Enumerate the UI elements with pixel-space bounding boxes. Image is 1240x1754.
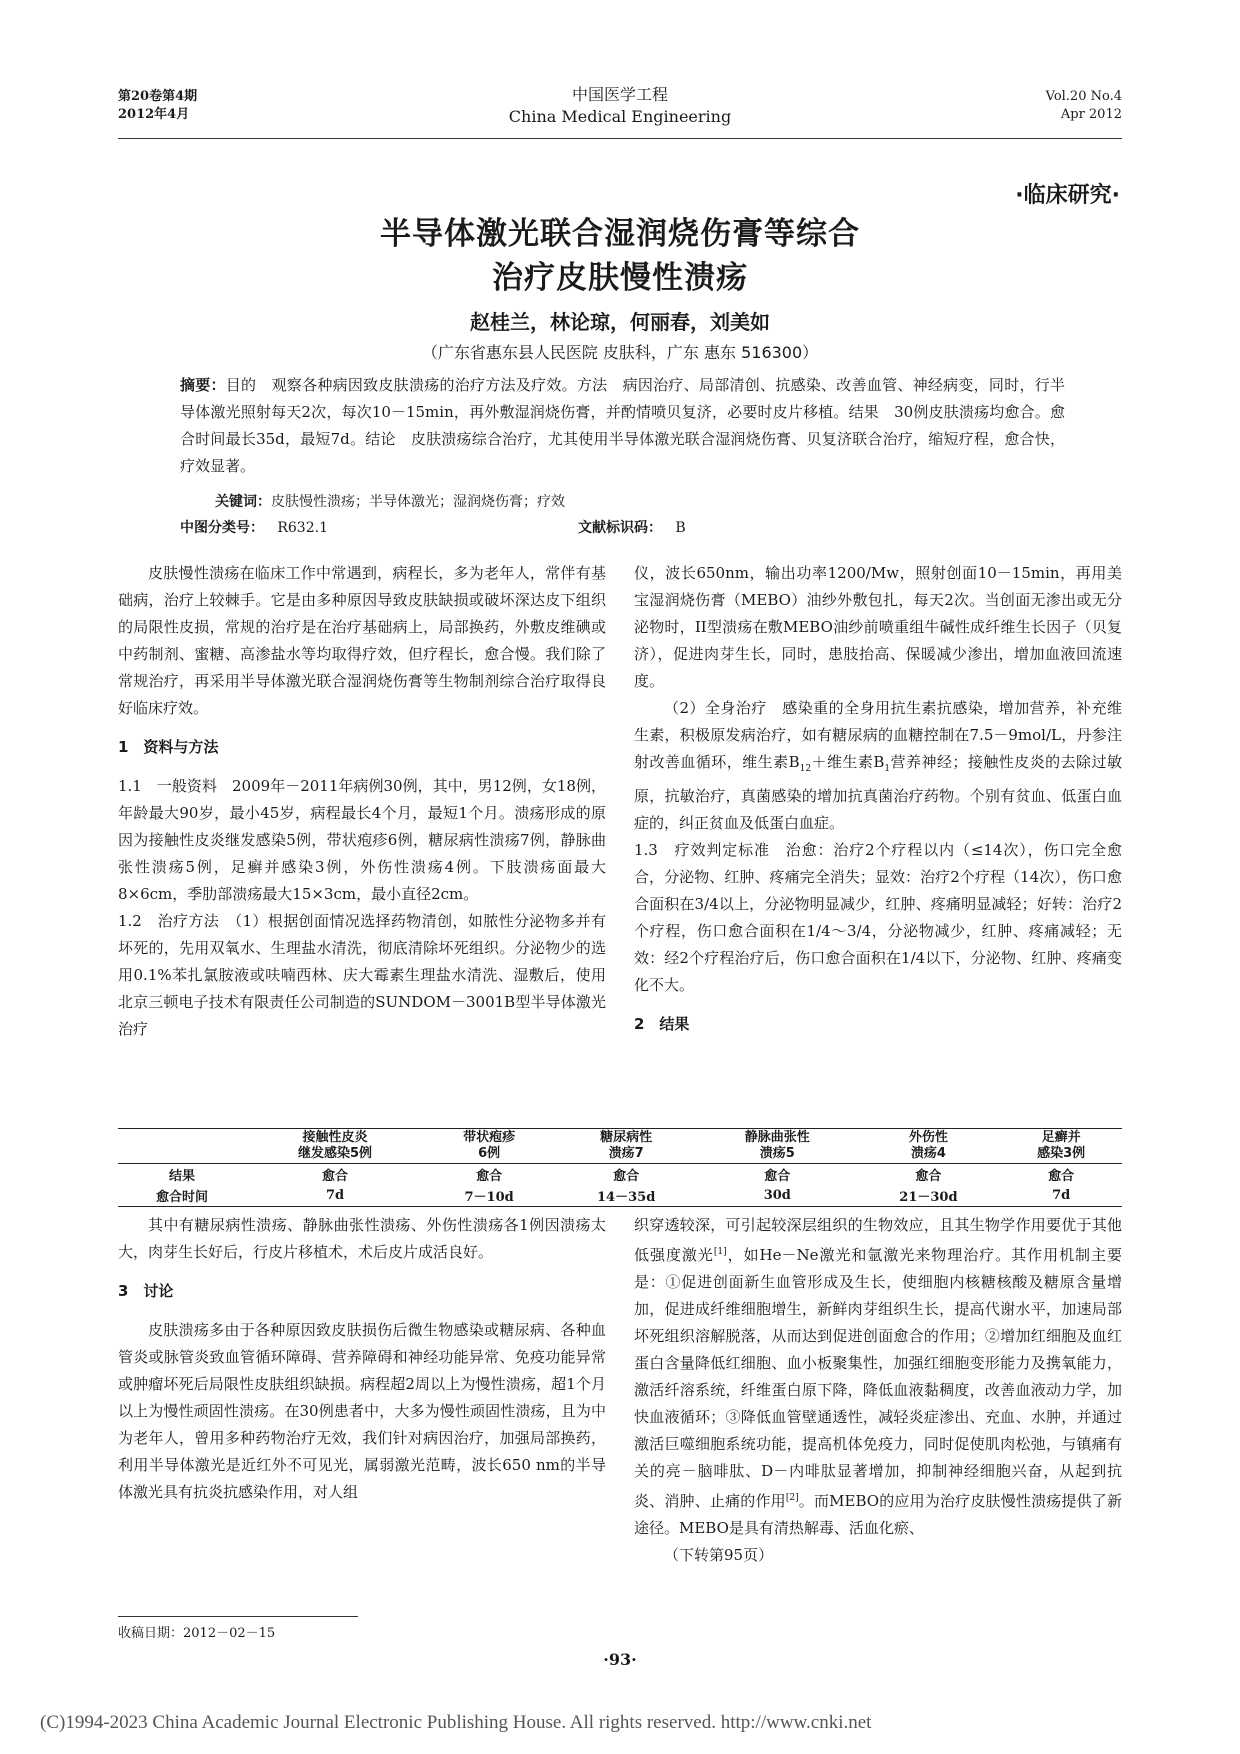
table-cell: 愈合 — [613, 1169, 640, 1184]
body-column-left-bottom — [118, 1212, 606, 1506]
authors: 赵桂兰，林论琼，何丽春，刘美如 — [470, 310, 770, 334]
row-label: 愈合时间 — [155, 1190, 208, 1205]
paragraph-efficacy-criteria: 1.3 疗效判定标准 治愈：治疗2个疗程以内（≤14次），伤口完全愈合，分泌物、红肿、疼痛完全消失；显效：治疗2个疗程（14次），伤口愈合面积在3/4以上，分泌物明显减少，红肿、疼痛明显减轻；好转：治疗2个疗程，伤口愈合面积在1/4～3/4，分泌物减少，红肿、疼痛减轻；无效：经2个疗程治疗后，伤口愈合面积在1/4以下，分泌物、红肿、疼痛变化不大。 — [634, 841, 1122, 994]
keywords — [215, 490, 1065, 514]
section-label: ·临床研究· — [1015, 183, 1120, 208]
date-en: Apr 2012 — [1060, 107, 1122, 122]
paragraph-laser-continued: 仪，波长650nm，输出功率1200/Mw，照射创面10－15min，再用美宝湿润烧伤膏（MEBO）油纱外敷包扎，每天2次。当创面无渗出或无分泌物时，II型溃疡在敷MEBO油纱前喷重组牛碱性成纤维生长因子（贝复济），促进肉芽生长，同时，患肢抬高、保暖减少渗出，增加血液回流速度。 — [634, 564, 1122, 690]
clc-value: R632.1 — [277, 520, 328, 536]
table-cell: 愈合 — [322, 1169, 349, 1184]
date-cn: 2012年4月 — [118, 107, 190, 122]
paragraph-skin-graft: 其中有糖尿病性溃疡、静脉曲张性溃疡、外伤性溃疡各1例因溃疡太大，肉芽生长好后，行皮片移植术，术后皮片成活良好。 — [118, 1216, 606, 1261]
keywords-text: 皮肤慢性溃疡；半导体激光；湿润烧伤膏；疗效 — [271, 494, 565, 510]
header-line: 继发感染5例 — [297, 1146, 373, 1161]
mechanism-text-c: 。而MEBO的应用为治疗皮肤慢性溃疡提供了新途径。MEBO是具有清热解毒、活血化瘀、 — [634, 1492, 1122, 1537]
table-cell: 30d — [763, 1188, 791, 1203]
header-line: 外伤性 — [908, 1130, 948, 1145]
systemic-text-a: （2）全身治疗 感染重的全身用抗生素抗感染，增加营养，补充维生素，积极原发病治疗，如有糖尿病的血糖控制在7.5－9mol/L，丹参注射改善血循环，维生素B — [634, 699, 1122, 771]
citation-2: [2] — [785, 1493, 799, 1503]
footnote-rule — [118, 1616, 358, 1617]
table-cell: 7－10d — [464, 1190, 514, 1205]
continued-note: （下转第95页） — [664, 1546, 774, 1564]
header-line: 糖尿病性 — [600, 1130, 653, 1145]
volume-issue-cn: 第20卷第4期 — [118, 89, 198, 104]
heading-discussion: 3 讨论 — [118, 1282, 174, 1300]
keywords-label: 关键词： — [215, 494, 271, 510]
heading-results: 2 结果 — [634, 1015, 690, 1033]
paragraph-discussion: 皮肤溃疡多由于各种原因致皮肤损伤后微生物感染或糖尿病、各种血管炎或脉管炎致血管循环障碍、营养障碍和神经功能异常、免疫功能异常或肿瘤坏死后局限性皮肤组织缺损。病程超2周以上为慢性溃疡，超1个月以上为慢性顽固性溃疡。在30例患者中，大多为慢性顽固性溃疡，且为中为老年人，曾用多种药物治疗无效，我们针对病因治疗，加强局部换药，利用半导体激光是近红外不可见光，属弱激光范畴，波长650 nm的半导体激光具有抗炎抗感染作用，对人组 — [118, 1321, 606, 1501]
table-cell: 7d — [1052, 1188, 1071, 1203]
article-title — [240, 212, 1000, 300]
journal-name-cn: 中国医学工程 — [571, 85, 668, 104]
table-row — [118, 1185, 1122, 1207]
citation-1: [1] — [713, 1247, 727, 1257]
subscript-12: 12 — [799, 764, 812, 774]
abstract — [180, 372, 1065, 480]
table-row — [118, 1164, 1122, 1186]
header-line: 6例 — [478, 1146, 501, 1161]
row-label: 结果 — [168, 1169, 195, 1184]
volume-issue-en: Vol.20 No.4 — [1045, 89, 1122, 104]
journal-volume-issue — [118, 88, 197, 124]
paragraph-systemic-treatment — [634, 695, 1122, 837]
received-date: 收稿日期：2012－02－15 — [118, 1626, 276, 1641]
table-header-row — [118, 1129, 1122, 1164]
header-line: 静脉曲张性 — [744, 1130, 810, 1145]
header-line: 溃疡5 — [759, 1146, 795, 1161]
table-cell: 14－35d — [597, 1190, 656, 1205]
doc-code-label: 文献标识码： — [577, 520, 662, 536]
body-column-right-bottom — [634, 1212, 1122, 1569]
systemic-text-c: 营养神经；接触性皮炎的去除过敏原，抗敏治疗，真菌感染的增加抗真菌治疗药物。个别有贫血、低蛋白血症的，纠正贫血及低蛋白血症。 — [634, 753, 1122, 832]
classification — [180, 516, 1030, 540]
table-header-cell — [698, 1129, 856, 1164]
paragraph-mechanism — [634, 1212, 1122, 1542]
abstract-label: 摘要： — [180, 376, 226, 394]
affiliation: （广东省惠东县人民医院 皮肤科，广东 惠东 516300） — [421, 343, 819, 362]
systemic-text-b: ＋维生素B — [811, 753, 885, 771]
body-column-right-top — [634, 560, 1122, 1050]
table-cell: 愈合 — [915, 1169, 942, 1184]
table-cell: 愈合 — [476, 1169, 503, 1184]
table-cell: 21－30d — [899, 1190, 958, 1205]
table-cell: 7d — [325, 1188, 345, 1203]
table-header-cell — [554, 1129, 698, 1164]
journal-name-en: China Medical Engineering — [508, 107, 732, 126]
mechanism-text-b: ，如He－Ne激光和氩激光来物理治疗。其作用机制主要是：①促进创面新生血管形成及生长，使细胞内核糖核酸及糖原含量增加，促进成纤维细胞增生，新鲜肉芽组织生长，提高代谢水平，加速局部坏死组织溶解脱落，从而达到促进创面愈合的作用；②增加红细胞及血红蛋白含量降低红细胞、血小板聚集性，加强红细胞变形能力及携氧能力，激活纤溶系统，纤维蛋白原下降，降低血液黏稠度，改善血液动力学，加快血液循环；③降低血管壁通透性，减轻炎症渗出、充血、水肿，并通过激活巨噬细胞系统功能，提高机体免疫力，同时促使肌肉松弛，与镇痛有关的亮－脑啡肽、D－内啡肽显著增加，抑制神经细胞兴奋，从起到抗炎、消肿、止痛的作用 — [634, 1246, 1122, 1510]
header-line: 溃疡4 — [910, 1146, 946, 1161]
copyright-notice: (C)1994-2023 China Academic Journal Electronic Publishing House. All rights reserved. http://www.cnki.net — [40, 1712, 872, 1733]
clc-label: 中图分类号： — [180, 520, 264, 536]
title-line-1: 半导体激光联合湿润烧伤膏等综合 — [380, 216, 860, 252]
mechanism-text-a: 织穿透较深，可引起较深层组织的生物效应，且其生物学作用要优于其他低强度激光 — [634, 1216, 1122, 1264]
header-line: 带状疱疹 — [463, 1130, 516, 1145]
table-header-cell — [1000, 1129, 1122, 1164]
journal-volume-issue-en — [1046, 88, 1122, 124]
results-table — [118, 1128, 1122, 1207]
heading-materials-methods: 1 资料与方法 — [118, 738, 219, 756]
header-line: 溃疡7 — [608, 1146, 644, 1161]
journal-name — [440, 84, 800, 128]
table-header-cell — [118, 1129, 246, 1164]
doc-code-value: B — [675, 520, 686, 536]
abstract-text: 目的 观察各种病因致皮肤溃疡的治疗方法及疗效。方法 病因治疗、局部清创、抗感染、改善血管、神经病变，同时，行半导体激光照射每天2次，每次10－15min，再外敷湿润烧伤膏，并酌情喷贝复济，必要时皮片移植。结果 30例皮肤溃疡均愈合。愈合时间最长35d，最短7d。结论 皮肤溃疡综合治疗，尤其使用半导体激光联合湿润烧伤膏、贝复济联合治疗，缩短疗程，愈合快，疗效显著。 — [180, 376, 1065, 475]
table-header-cell — [857, 1129, 1001, 1164]
table-cell: 愈合 — [1048, 1169, 1075, 1184]
table-cell: 愈合 — [764, 1169, 791, 1184]
table-header-cell — [424, 1129, 554, 1164]
header-rule — [118, 138, 1122, 139]
title-line-2: 治疗皮肤慢性溃疡 — [492, 260, 748, 296]
header-line: 感染3例 — [1037, 1146, 1086, 1161]
subscript-1: 1 — [884, 764, 891, 774]
header-line: 接触性皮炎 — [302, 1130, 368, 1145]
table-header-cell — [246, 1129, 424, 1164]
intro-paragraph: 皮肤慢性溃疡在临床工作中常遇到，病程长，多为老年人，常伴有基础病，治疗上较棘手。它是由多种原因导致皮肤缺损或破坏深达皮下组织的局限性皮损，常规的治疗是在治疗基础病上，局部换药，外敷皮维碘或中药制剂、蜜糖、高渗盐水等均取得疗效，但疗程长，愈合慢。我们除了常规治疗，再采用半导体激光联合湿润烧伤膏等生物制剂综合治疗取得良好临床疗效。 — [118, 564, 606, 717]
body-column-left-top — [118, 560, 606, 1043]
paragraph-treatment-methods: 1.2 治疗方法 （1）根据创面情况选择药物清创，如脓性分泌物多并有坏死的，先用双氧水、生理盐水清洗，彻底清除坏死组织。分泌物少的选用0.1%苯扎氯胺液或呋喃西林、庆大霉素生理盐水清洗、湿敷后，使用北京三顿电子技术有限责任公司制造的SUNDOM－3001B型半导体激光治疗 — [118, 912, 606, 1038]
header-line: 足癣并 — [1041, 1130, 1081, 1145]
page-number: ·93· — [603, 1650, 637, 1669]
paragraph-general-data: 1.1 一般资料 2009年－2011年病例30例，其中，男12例，女18例，年龄最大90岁，最小45岁，病程最长4个月，最短1个月。溃疡形成的原因为接触性皮炎继发感染5例，带状疱疹6例，糖尿病性溃疡7例，静脉曲张性溃疡5例，足癣并感染3例，外伤性溃疡4例。下肢溃疡面最大8×6cm，季肋部溃疡最大15×3cm，最小直径2cm。 — [118, 777, 606, 903]
